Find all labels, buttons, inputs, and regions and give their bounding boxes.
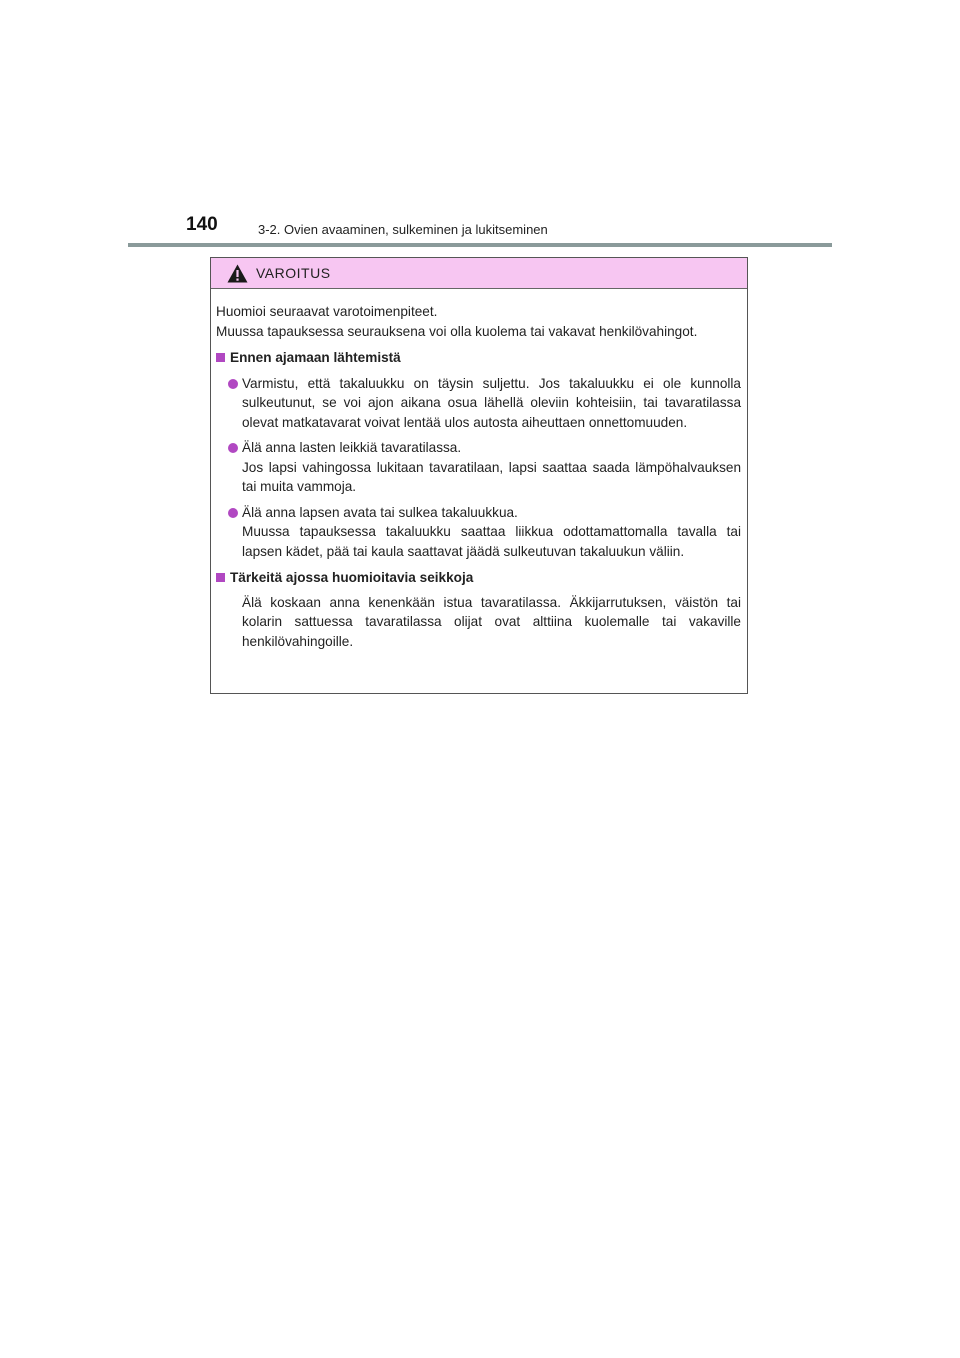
section-heading-before-driving: Ennen ajamaan lähtemistä [216, 348, 741, 368]
list-item [216, 438, 741, 497]
page-number: 140 [186, 214, 218, 235]
section-heading-driving-notes: Tärkeitä ajossa huomioitavia seikkoja [216, 568, 741, 588]
bullet-paragraph: Älä anna lasten leikkiä tavaratilassa. [242, 440, 462, 455]
warning-header [211, 258, 747, 289]
intro-line: Huomioi seuraavat varotoimenpiteet. [216, 304, 438, 319]
bullet-paragraph: Älä anna lapsen avata tai sulkea takaluukkua. [242, 504, 518, 520]
bullet-paragraph: Varmistu, että takaluukku on täysin suljettu. Jos takaluukku ei ole kunnolla sulkeutunut, se voi ajon aikana osua lähellä oleviin kohteisiin, tai tavaratilassa olevat matkatavarat voivat lentää ulos autosta aiheuttaen onnettomuuden. [242, 375, 741, 430]
warning-triangle-icon [227, 264, 248, 283]
round-bullet-icon [228, 508, 238, 518]
warning-body [211, 289, 747, 651]
square-bullet-icon [216, 573, 225, 582]
square-bullet-icon [216, 353, 225, 362]
list-item [216, 503, 741, 562]
round-bullet-icon [228, 379, 238, 389]
header-rule [128, 243, 832, 247]
section-paragraph: Älä koskaan anna kenenkään istua tavaratilassa. Äkkijarrutuksen, väistön tai kolarin sattuessa tavaratilassa olijat ovat alttiina kuolemalle tai vakaville henkilövahingoille. [242, 594, 741, 649]
warning-box [210, 257, 748, 694]
warning-intro [216, 302, 741, 341]
bullet-paragraph: Muussa tapauksessa takaluukku saattaa liikkua odottamattomalla tavalla tai lapsen kädet, pää tai kaula saattavat jäädä sulkeutuvan takaluukun väliin. [242, 524, 741, 559]
list-item [216, 374, 741, 433]
section-title: 3-2. Ovien avaaminen, sulkeminen ja lukitseminen [258, 222, 548, 237]
intro-line: Muussa tapauksessa seurauksena voi olla kuolema tai vakavat henkilövahingot. [216, 323, 698, 339]
warning-title: VAROITUS [256, 265, 331, 281]
round-bullet-icon [228, 443, 238, 453]
bullet-paragraph: Jos lapsi vahingossa lukitaan tavaratilaan, lapsi saattaa saada lämpöhalvauksen tai muita vammoja. [242, 459, 741, 494]
